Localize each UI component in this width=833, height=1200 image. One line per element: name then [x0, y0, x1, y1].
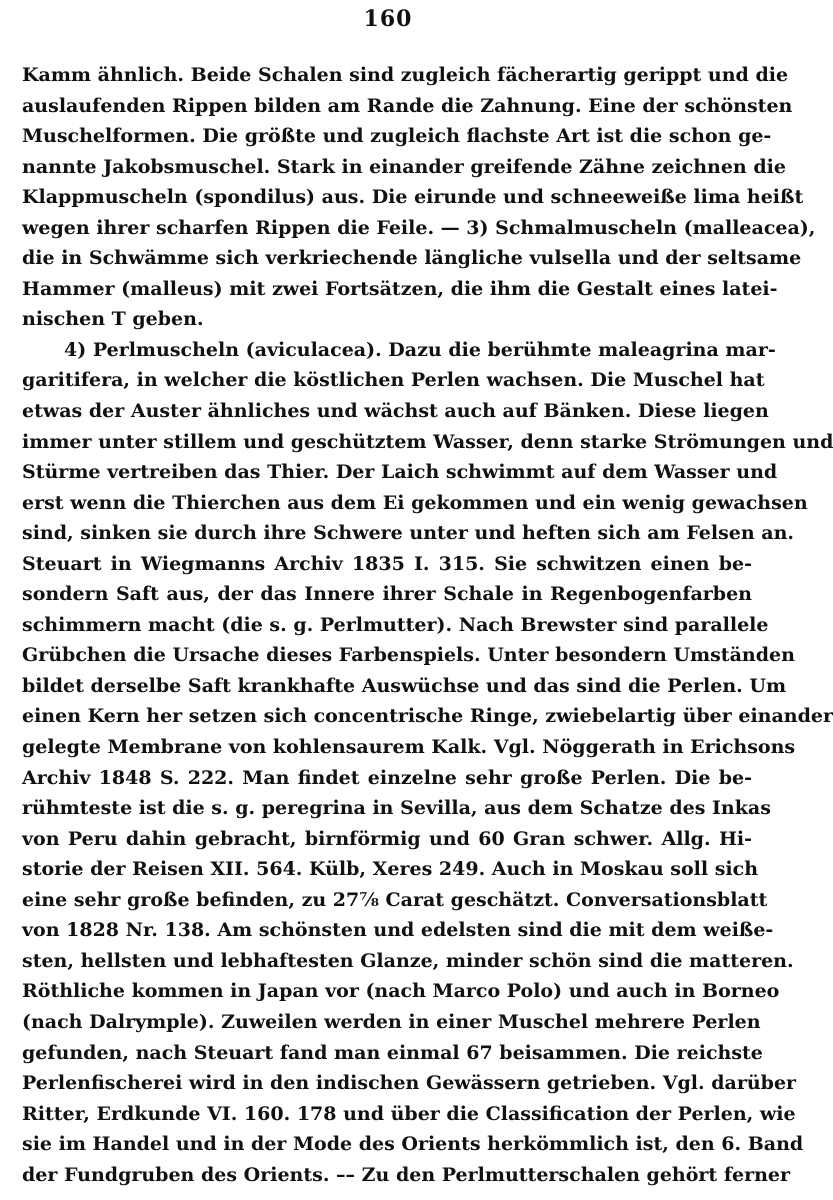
- text-line: nannte Jakobsmuschel. Stark in einander greifende Zähne zeichnen die: [22, 155, 786, 178]
- paragraph-2: [22, 335, 833, 1190]
- text-line: gelegte Membrane von kohlensaurem Kalk. Vgl. Nöggerath in Erichsons: [22, 736, 796, 759]
- text-line: schimmern macht (die s. g. Perlmutter). Nach Brewster sind parallele: [22, 613, 769, 636]
- text-line: Röthliche kommen in Japan vor (nach Marco Polo) und auch in Borneo: [22, 980, 780, 1003]
- text-line: von 1828 Nr. 138. Am schönsten und edelsten sind die mit dem weiße-: [22, 919, 774, 942]
- text-line: sind, sinken sie durch ihre Schwere unter und heften sich am Felsen an.: [22, 522, 795, 545]
- text-line: auslaufenden Rippen bilden am Rande die Zahnung. Eine der schönsten: [22, 94, 793, 117]
- text-line: storie der Reisen XII. 564. Külb, Xeres 249. Auch in Moskau soll sich: [22, 858, 759, 881]
- text-line: Klappmuscheln (spondilus) aus. Die eirunde und schneeweiße lima heißt: [22, 186, 804, 209]
- text-line: einen Kern her setzen sich concentrische Ringe, zwiebelartig über einander: [22, 705, 833, 728]
- text-line: sten, hellsten und lebhaftesten Glanze, minder schön sind die matteren.: [22, 949, 794, 972]
- text-line: gefunden, nach Steuart fand man einmal 67 beisammen. Die reichste: [22, 1041, 763, 1064]
- text-line: Steuart in Wiegmanns Archiv 1835 I. 315. Sie schwitzen einen be-: [22, 552, 752, 575]
- text-line: etwas der Auster ähnliches und wächst auch auf Bänken. Diese liegen: [22, 400, 769, 423]
- text-line: garitifera, in welcher die köstlichen Perlen wachsen. Die Muschel hat: [22, 369, 765, 392]
- text-line: sie im Handel und in der Mode des Orients herkömmlich ist, den 6. Band: [22, 1133, 804, 1156]
- text-line: sondern Saft aus, der das Innere ihrer Schale in Regenbogenfarben: [22, 583, 752, 606]
- text-line: Kamm ähnlich. Beide Schalen sind zugleich fächerartig gerippt und die: [22, 64, 789, 86]
- text-line: rühmteste ist die s. g. peregrina in Sevilla, aus dem Schatze des Inkas: [22, 797, 771, 820]
- text-line: nischen T geben.: [22, 308, 204, 331]
- text-line: erst wenn die Thierchen aus dem Ei gekommen und ein wenig gewachsen: [22, 491, 808, 514]
- text-line: bildet derselbe Saft krankhafte Auswüchse und das sind die Perlen. Um: [22, 674, 787, 697]
- text-line: von Peru dahin gebracht, birnförmig und 60 Gran schwer. Allg. Hi-: [22, 827, 752, 850]
- text-line: Stürme vertreiben das Thier. Der Laich schwimmt auf dem Wasser und: [22, 461, 778, 484]
- text-line: Ritter, Erdkunde VI. 160. 178 und über die Classification der Perlen, wie: [22, 1102, 796, 1125]
- text-line: Muschelformen. Die größte und zugleich flachste Art ist die schon ge-: [22, 125, 772, 148]
- text-line: wegen ihrer scharfen Rippen die Feile. — 3) Schmalmuscheln (malleacea),: [22, 216, 816, 239]
- text-line: der Fundgruben des Orients. –– Zu den Perlmutterschalen gehört ferner: [22, 1163, 790, 1186]
- text-line: 4) Perlmuscheln (aviculacea). Dazu die berühmte maleagrina mar-: [64, 338, 776, 361]
- text-line: die in Schwämme sich verkriechende längliche vulsella und der seltsame: [22, 247, 802, 270]
- text-line: (nach Dalrymple). Zuweilen werden in einer Muschel mehrere Perlen: [22, 1010, 761, 1033]
- paragraph-1: [22, 60, 816, 335]
- text-line: Hammer (malleus) mit zwei Fortsätzen, die ihm die Gestalt eines latei-: [22, 277, 778, 300]
- text-line: Grübchen die Ursache dieses Farbenspiels. Unter besondern Umständen: [22, 644, 795, 667]
- page-number: 160: [363, 6, 413, 32]
- text-line: Archiv 1848 S. 222. Man findet einzelne sehr große Perlen. Die be-: [22, 766, 752, 789]
- text-line: Perlenfischerei wird in den indischen Gewässern getrieben. Vgl. darüber: [22, 1072, 797, 1095]
- text-line: eine sehr große befinden, zu 27⅞ Carat geschätzt. Conversationsblatt: [22, 888, 768, 911]
- body-text: [22, 60, 833, 1190]
- text-line: immer unter stillem und geschütztem Wasser, denn starke Strömungen und: [22, 430, 833, 453]
